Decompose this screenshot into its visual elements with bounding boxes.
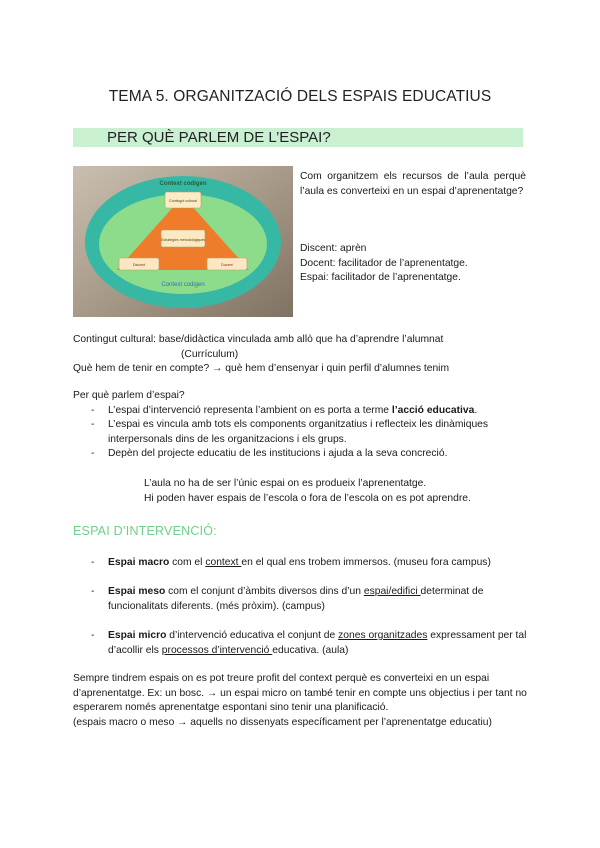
list-item: - L’espai es vincula amb tots els components organitzatius i reflecteix les dinàmiques interpersonals dins de les organitzacions i els grups. (73, 418, 528, 447)
bottom-label: Context codigen (161, 282, 205, 288)
section-heading: ESPAI D’INTERVENCIÓ: (73, 524, 217, 538)
item-bold: Espai meso (108, 586, 166, 597)
espai-meso-item: - Espai meso com el conjunt d’àmbits diversos dins d’un espai/edifici determinat de funcionalitats diferents. (més pròxim). (campus) (91, 586, 484, 612)
item-underlined: zones organitzades (338, 630, 428, 641)
why-list (73, 404, 528, 462)
item-text: com el (169, 557, 206, 568)
quote-line: L’aula no ha de ser l’únic espai on es produeix l’aprenentatge. (144, 478, 427, 489)
outer-label: Context codigen (159, 181, 207, 187)
item-text: educativa. (aula) (272, 644, 349, 656)
item-underlined: processos d’intervenció (161, 644, 273, 656)
curriculum-line: (Currículum) (181, 348, 239, 360)
item-underlined: context (205, 557, 242, 568)
closing-paragraph (73, 672, 528, 730)
contingut-line: Contingut cultural: base/didàctica vinculada amb allò que ha d’aprendre l’alumnat (73, 334, 444, 345)
quote-block (144, 477, 471, 506)
item-bold: Espai macro (108, 557, 170, 568)
intro-question: Com organitzem els recursos de l’aula perquè l’aula es converteixi en un espai d’aprenentatge? (300, 171, 526, 197)
right-label: Docent (221, 263, 233, 267)
why-space-block (73, 389, 528, 462)
section-subtitle: PER QUÈ PARLEM DE L’ESPAI? (107, 129, 331, 146)
item-text: . (474, 404, 478, 416)
list-item (73, 404, 528, 419)
contingut-cultural-block (73, 333, 528, 377)
closing-note: (espais macro o meso → aquells no dissenyats específicament per l’aprenentatge educatiu) (73, 716, 492, 728)
role-docent: Docent: facilitador de l’aprenentatge. (300, 257, 468, 269)
figure-svg (73, 166, 293, 317)
why-heading: Per què parlem d’espai? (73, 390, 185, 401)
list-item: - Depèn del projecte educatiu de les institucions i ajuda a la seva concreció. (73, 447, 528, 462)
item-bold: Espai micro (108, 630, 167, 641)
item-bold: l’acció educativa (391, 404, 475, 416)
middle-label: Estratègies metodològiques (160, 238, 206, 242)
item-text: d’intervenció educativa el conjunt de (166, 630, 339, 641)
closing-text: Sempre tindrem espais on es pot treure profit del context perquè es converteixi en un espai d’aprenentatge. Ex: un bosc. → un espai micro on també tenir en compte uns objectius i per tant no esperarem només aprenentatge espontani sino tenir una planificació. (73, 673, 527, 713)
quote-line: Hi poden haver espais de l’escola o fora de l’escola on es pot aprendre. (144, 492, 471, 504)
roles-list (300, 242, 468, 286)
espai-micro-item: - Espai micro d’intervenció educativa el conjunt de zones organitzades expressament per tal d’acollir els processos d’intervenció educativa. (aula) (91, 630, 527, 656)
left-label: Discent (133, 263, 145, 267)
role-discent: Discent: aprèn (300, 243, 367, 254)
espai-macro-item: - Espai macro com el context en el qual ens trobem immersos. (museu fora campus) (91, 557, 491, 568)
item-text: com el conjunt d’àmbits diversos dins d’un (165, 586, 364, 597)
item-underlined: espai/edifici (363, 586, 421, 597)
item-text: expressament per tal d’acollir els (108, 630, 527, 656)
tenir-compte-line: Què hem de tenir en compte? → què hem d’ensenyar i quin perfil d’alumnes tenim (73, 363, 450, 374)
item-text: en el qual ens trobem immersos. (museu fora campus) (241, 557, 491, 568)
didactic-triangle-figure (73, 166, 293, 317)
role-espai: Espai: facilitador de l’aprenentatge. (300, 272, 461, 283)
item-text: L’espai d’intervenció representa l’ambient on es porta a terme (108, 404, 392, 416)
item-text: determinat de funcionalitats diferents. (més pròxim). (campus) (108, 586, 484, 612)
page-title: TEMA 5. ORGANITZACIÓ DELS ESPAIS EDUCATIUS (108, 88, 492, 105)
apex-label: Contingut cultural (169, 199, 197, 203)
